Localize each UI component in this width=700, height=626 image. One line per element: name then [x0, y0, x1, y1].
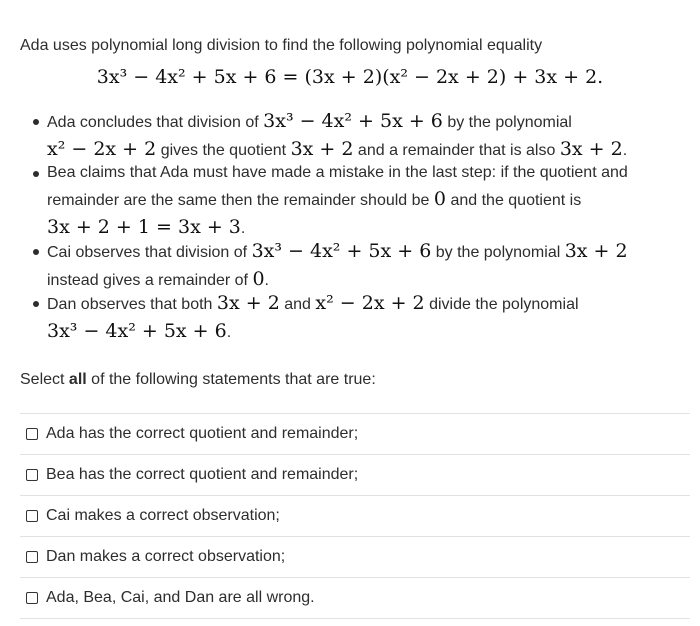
bullet-dot	[33, 301, 39, 307]
option-label: Dan makes a correct observation;	[46, 548, 286, 566]
checkbox[interactable]	[26, 592, 38, 604]
option-label: Ada, Bea, Cai, and Dan are all wrong.	[46, 589, 315, 607]
bullet-cai: Cai observes that division of 3x³ − 4x² + 5x + 6 by the polynomial 3x + 2 instead gives a remainder of 0.	[0, 238, 690, 290]
option-cai-correct[interactable]	[20, 496, 690, 537]
option-label: Bea has the correct quotient and remainder;	[46, 466, 359, 484]
bullet-dot	[33, 171, 39, 177]
option-bea-correct[interactable]	[20, 455, 690, 496]
checkbox[interactable]	[26, 551, 38, 563]
polynomial-equation: 3x³ − 4x² + 5x + 6 = (3x + 2)(x² − 2x + 2) + 3x + 2.	[96, 66, 604, 88]
observations-list	[0, 108, 690, 342]
checkbox[interactable]	[26, 469, 38, 481]
option-dan-correct[interactable]	[20, 537, 690, 578]
option-label: Cai makes a correct observation;	[46, 507, 280, 525]
bullet-ada: Ada concludes that division of 3x³ − 4x² + 5x + 6 by the polynomial x² − 2x + 2 gives the quotient 3x + 2 and a remainder that is also 3x + 2.	[0, 108, 690, 160]
option-label: Ada has the correct quotient and remainder;	[46, 425, 359, 443]
intro-text: Ada uses polynomial long division to find the following polynomial equality	[20, 37, 543, 54]
bullet-dot	[33, 119, 39, 125]
bullet-dan: Dan observes that both 3x + 2 and x² − 2x + 2 divide the polynomial 3x³ − 4x² + 5x + 6.	[0, 290, 690, 342]
checkbox[interactable]	[26, 510, 38, 522]
instruction-text: Select all of the following statements that are true:	[20, 371, 376, 388]
option-ada-correct[interactable]	[20, 414, 690, 455]
bullet-dot	[33, 249, 39, 255]
checkbox[interactable]	[26, 428, 38, 440]
answer-options	[20, 413, 690, 619]
option-all-wrong[interactable]	[20, 578, 690, 619]
bullet-bea: Bea claims that Ada must have made a mistake in the last step: if the quotient and remainder are the same then the remainder should be 0 and the quotient is 3x + 2 + 1 = 3x + 3.	[0, 160, 690, 238]
